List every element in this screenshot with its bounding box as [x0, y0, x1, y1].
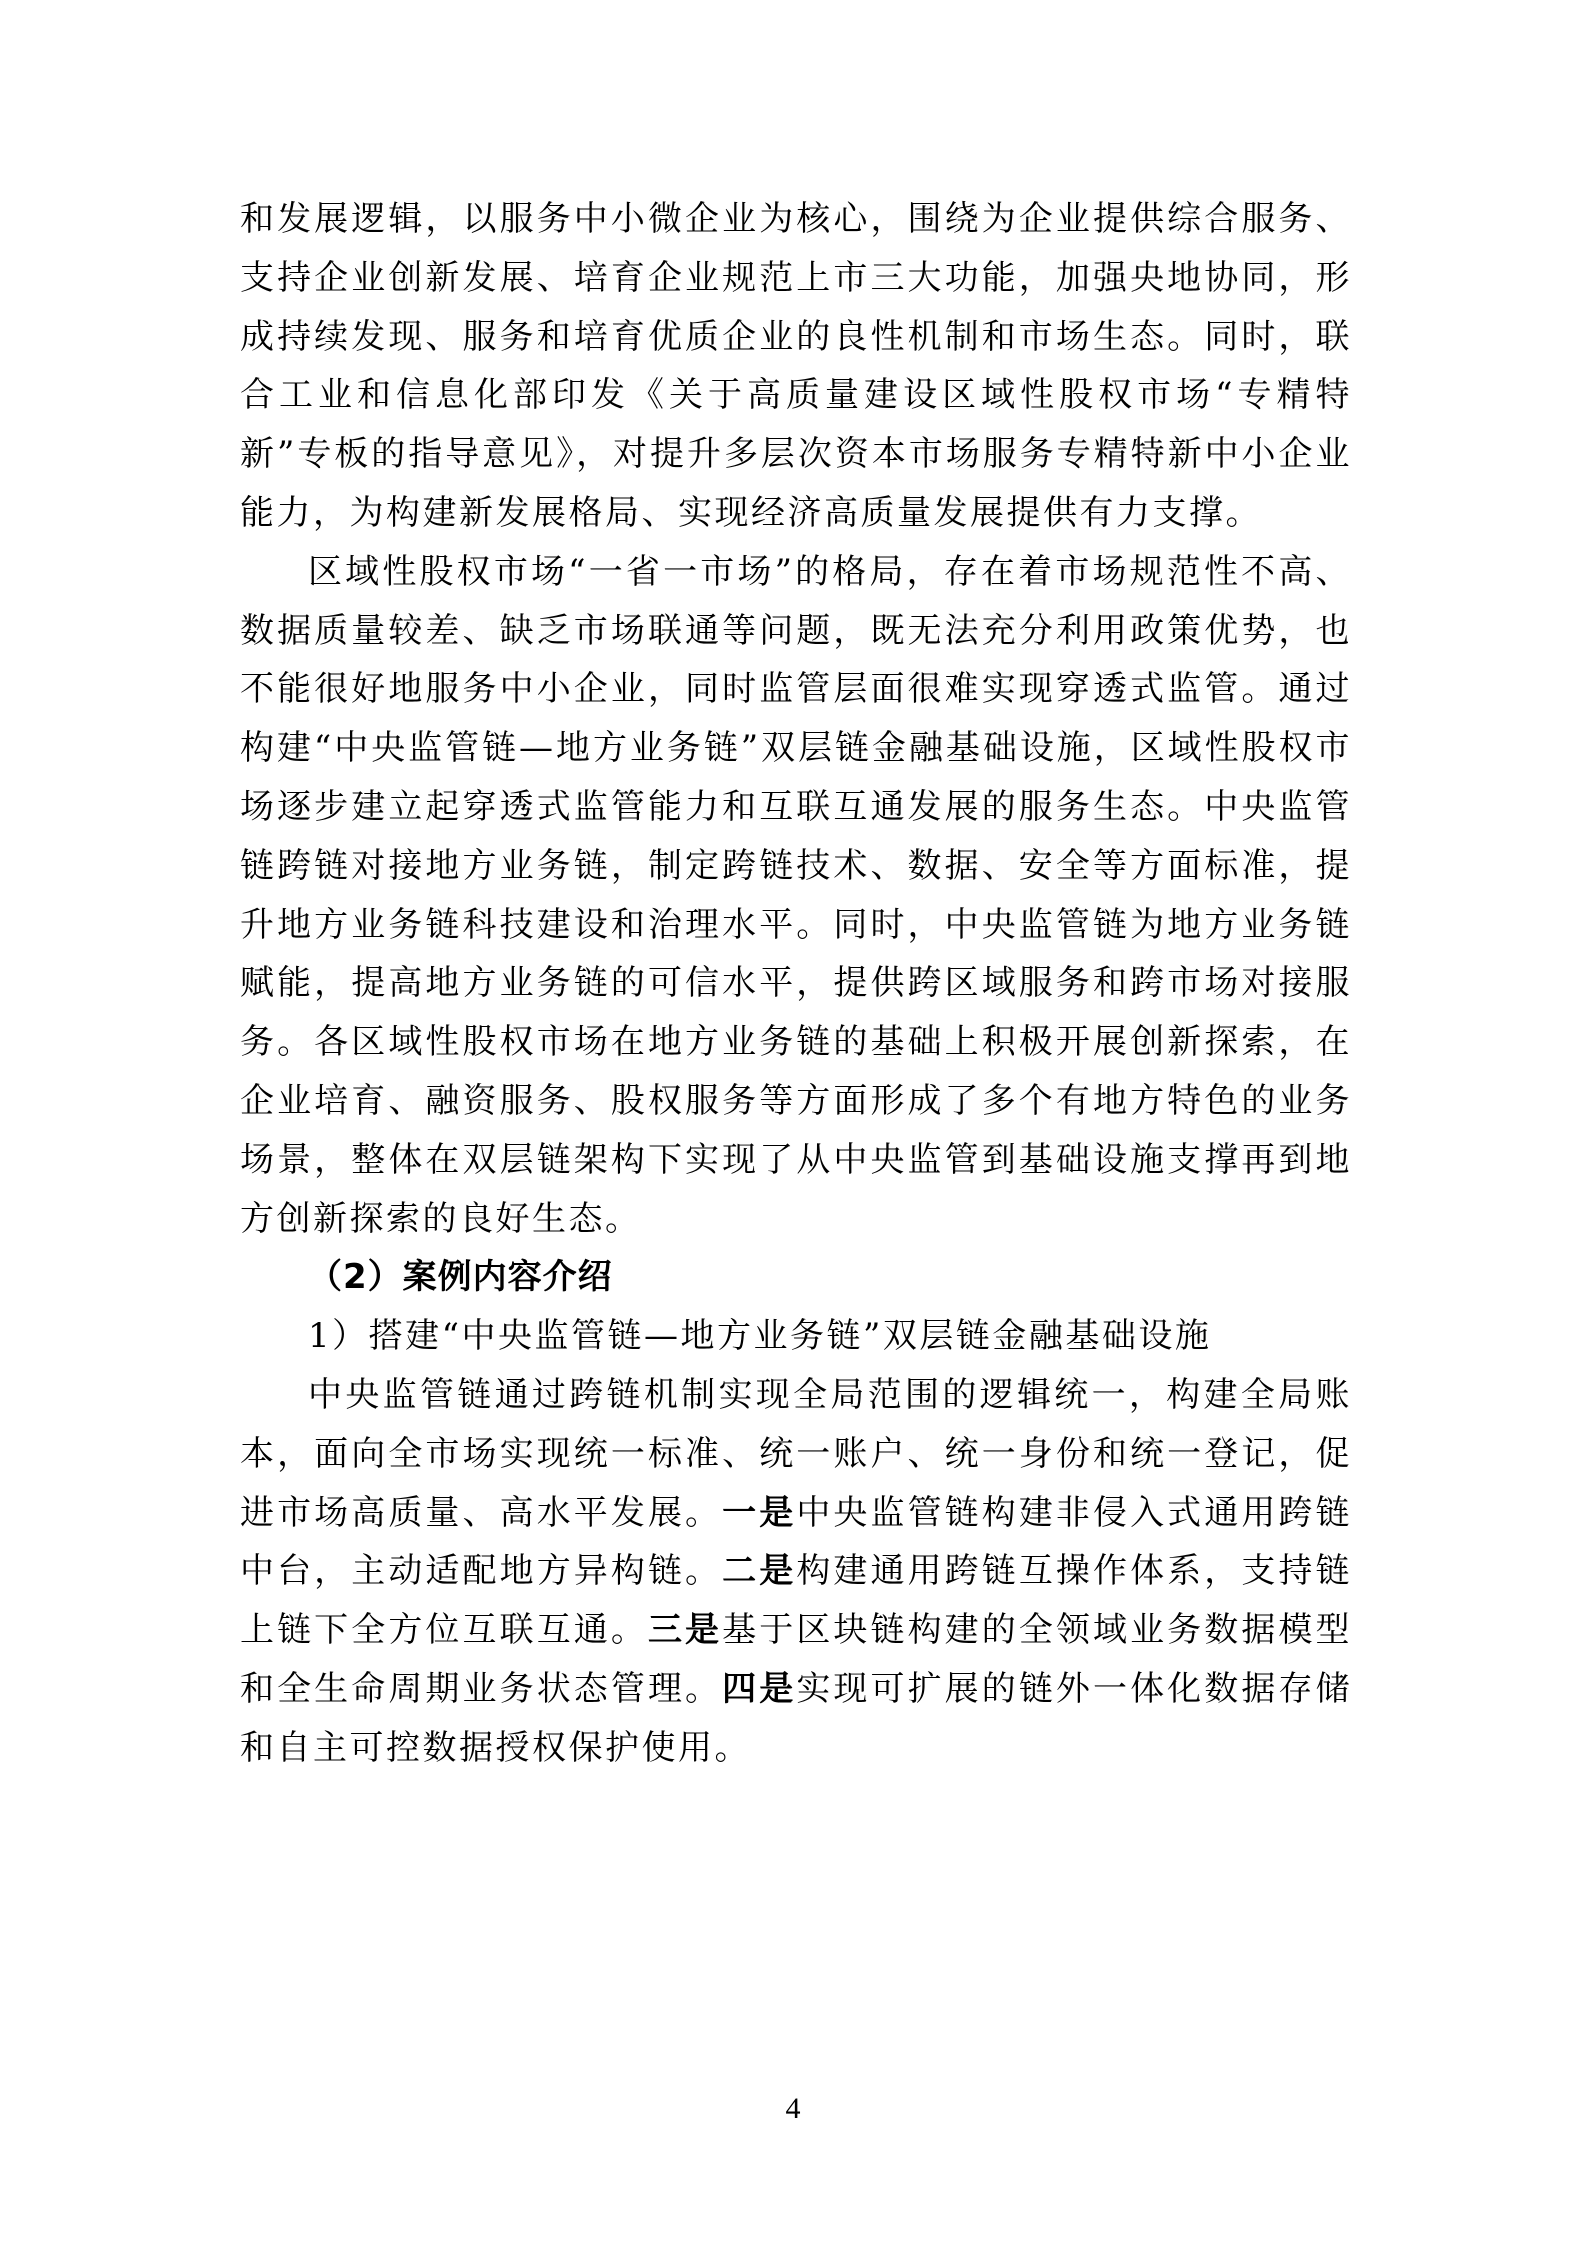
- page-number: 4: [785, 2092, 801, 2125]
- point-label-fourth: 四是: [722, 1668, 797, 1709]
- point-text-first: 中央监管链构建非侵入式通用跨链中台，主动适配地方异构链。: [240, 1492, 1353, 1592]
- point-label-third: 三是: [647, 1610, 723, 1651]
- section-heading-case-content: （2）案例内容介绍: [308, 1257, 613, 1298]
- point-text-fourth: 实现可扩展的链外一体化数据存储和自主可控数据授权保护使用。: [240, 1668, 1353, 1768]
- point-label-second: 二是: [722, 1551, 797, 1592]
- point-text-second: 构建通用跨链互操作体系，支持链上链下全方位互联互通。: [240, 1551, 1353, 1651]
- paragraph-intro: 中央监管链通过跨链机制实现全局范围的逻辑统一，构建全局账本，面向全市场实现统一标准、统一账户、统一身份和统一登记，促进市场高质量、高水平发展。: [240, 1374, 1352, 1533]
- subheading-dual-layer-chain: 1）搭建“中央监管链—地方业务链”双层链金融基础设施: [308, 1316, 1212, 1357]
- point-text-third: 基于区块链构建的全领域业务数据模型和全生命周期业务状态管理。: [240, 1610, 1353, 1709]
- point-label-first: 一是: [722, 1492, 797, 1533]
- body-text: [240, 190, 1352, 1778]
- paragraph-continuation: 和发展逻辑，以服务中小微企业为核心，围绕为企业提供综合服务、支持企业创新发展、培育企业规范上市三大功能，加强央地协同，形成持续发现、服务和培育优质企业的良性机制和市场生态。同时，联合工业和信息化部印发《关于高质量建设区域性股权市场“专精特新”专板的指导意见》，对提升多层次资本市场服务专精特新中小企业能力，为构建新发展格局、实现经济高质量发展提供有力支撑。: [240, 199, 1352, 533]
- paragraph-central-supervision-chain: [240, 1366, 1352, 1778]
- paragraph-regional-equity-market: 区域性股权市场“一省一市场”的格局，存在着市场规范性不高、数据质量较差、缺乏市场联通等问题，既无法充分利用政策优势，也不能很好地服务中小企业，同时监管层面很难实现穿透式监管。通过构建“中央监管链—地方业务链”双层链金融基础设施，区域性股权市场逐步建立起穿透式监管能力和互联互通发展的服务生态。中央监管链跨链对接地方业务链，制定跨链技术、数据、安全等方面标准，提升地方业务链科技建设和治理水平。同时，中央监管链为地方业务链赋能，提高地方业务链的可信水平，提供跨区域服务和跨市场对接服务。各区域性股权市场在地方业务链的基础上积极开展创新探索，在企业培育、融资服务、股权服务等方面形成了多个有地方特色的业务场景，整体在双层链架构下实现了从中央监管到基础设施支撑再到地方创新探索的良好生态。: [240, 551, 1352, 1239]
